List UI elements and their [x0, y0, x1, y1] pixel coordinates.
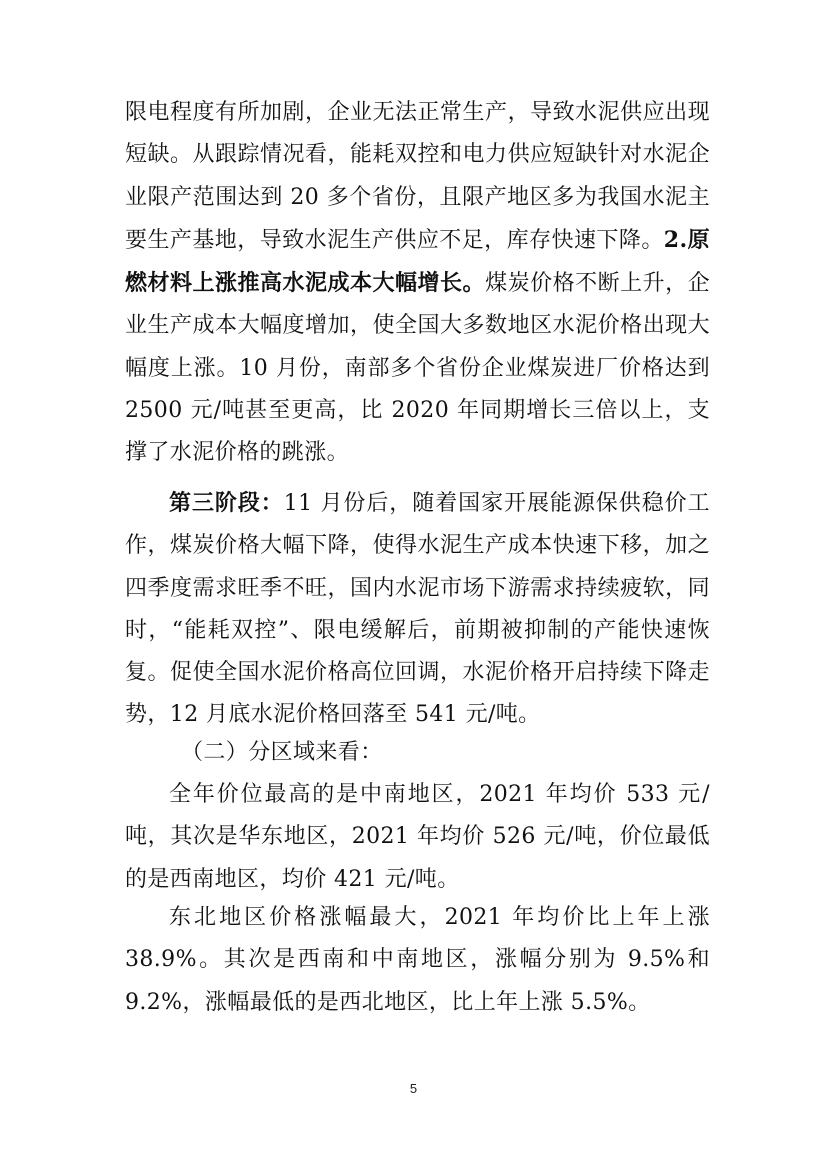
paragraph-supply-shortage	[125, 92, 710, 475]
bold-heading-third-stage: 第三阶段：	[169, 490, 284, 516]
paragraph-third-stage	[125, 482, 710, 737]
paragraph-text: 11 月份后，随着国家开展能源保供稳价工作，煤炭价格大幅下降，使得水泥生产成本快速下移，加之四季度需求旺季不旺，国内水泥市场下游需求持续疲软，同时，“能耗双控”、限电缓解后，前期被抑制的产能快速恢复。促使全国水泥价格高位回调，水泥价格开启持续下降走势，12 月底水泥价格回落至 541 元/吨。	[125, 491, 710, 728]
paragraph-regional-growth: 东北地区价格涨幅最大，2021 年均价比上年上涨 38.9%。其次是西南和中南地区，涨幅分别为 9.5%和 9.2%，涨幅最低的是西北地区，比上年上涨 5.5%。	[125, 905, 710, 1015]
bold-heading-raw-material: 2.原燃材料上涨推高水泥成本大幅增长。	[125, 226, 710, 297]
page-number: 5	[409, 1081, 418, 1096]
paragraph-text: 煤炭价格不断上升，企业生产成本大幅度增加，使全国大多数地区水泥价格出现大幅度上涨。10 月份，南部多个省份企业煤炭进厂价格达到 2500 元/吨甚至更高，比 2020 年同期增长三倍以上，支撑了水泥价格的跳涨。	[125, 271, 710, 466]
paragraph-regional-price: 全年价位最高的是中南地区，2021 年均价 533 元/吨，其次是华东地区，2021 年均价 526 元/吨，价位最低的是西南地区，均价 421 元/吨。	[125, 782, 710, 892]
paragraph-text: 限电程度有所加剧，企业无法正常生产，导致水泥供应出现短缺。从跟踪情况看，能耗双控和电力供应短缺针对水泥企业限产范围达到 20 多个省份，且限产地区多为我国水泥主要生产基地，导致水泥生产供应不足，库存快速下降。	[125, 100, 710, 253]
section-subheading: （二）分区域来看：	[181, 740, 383, 765]
